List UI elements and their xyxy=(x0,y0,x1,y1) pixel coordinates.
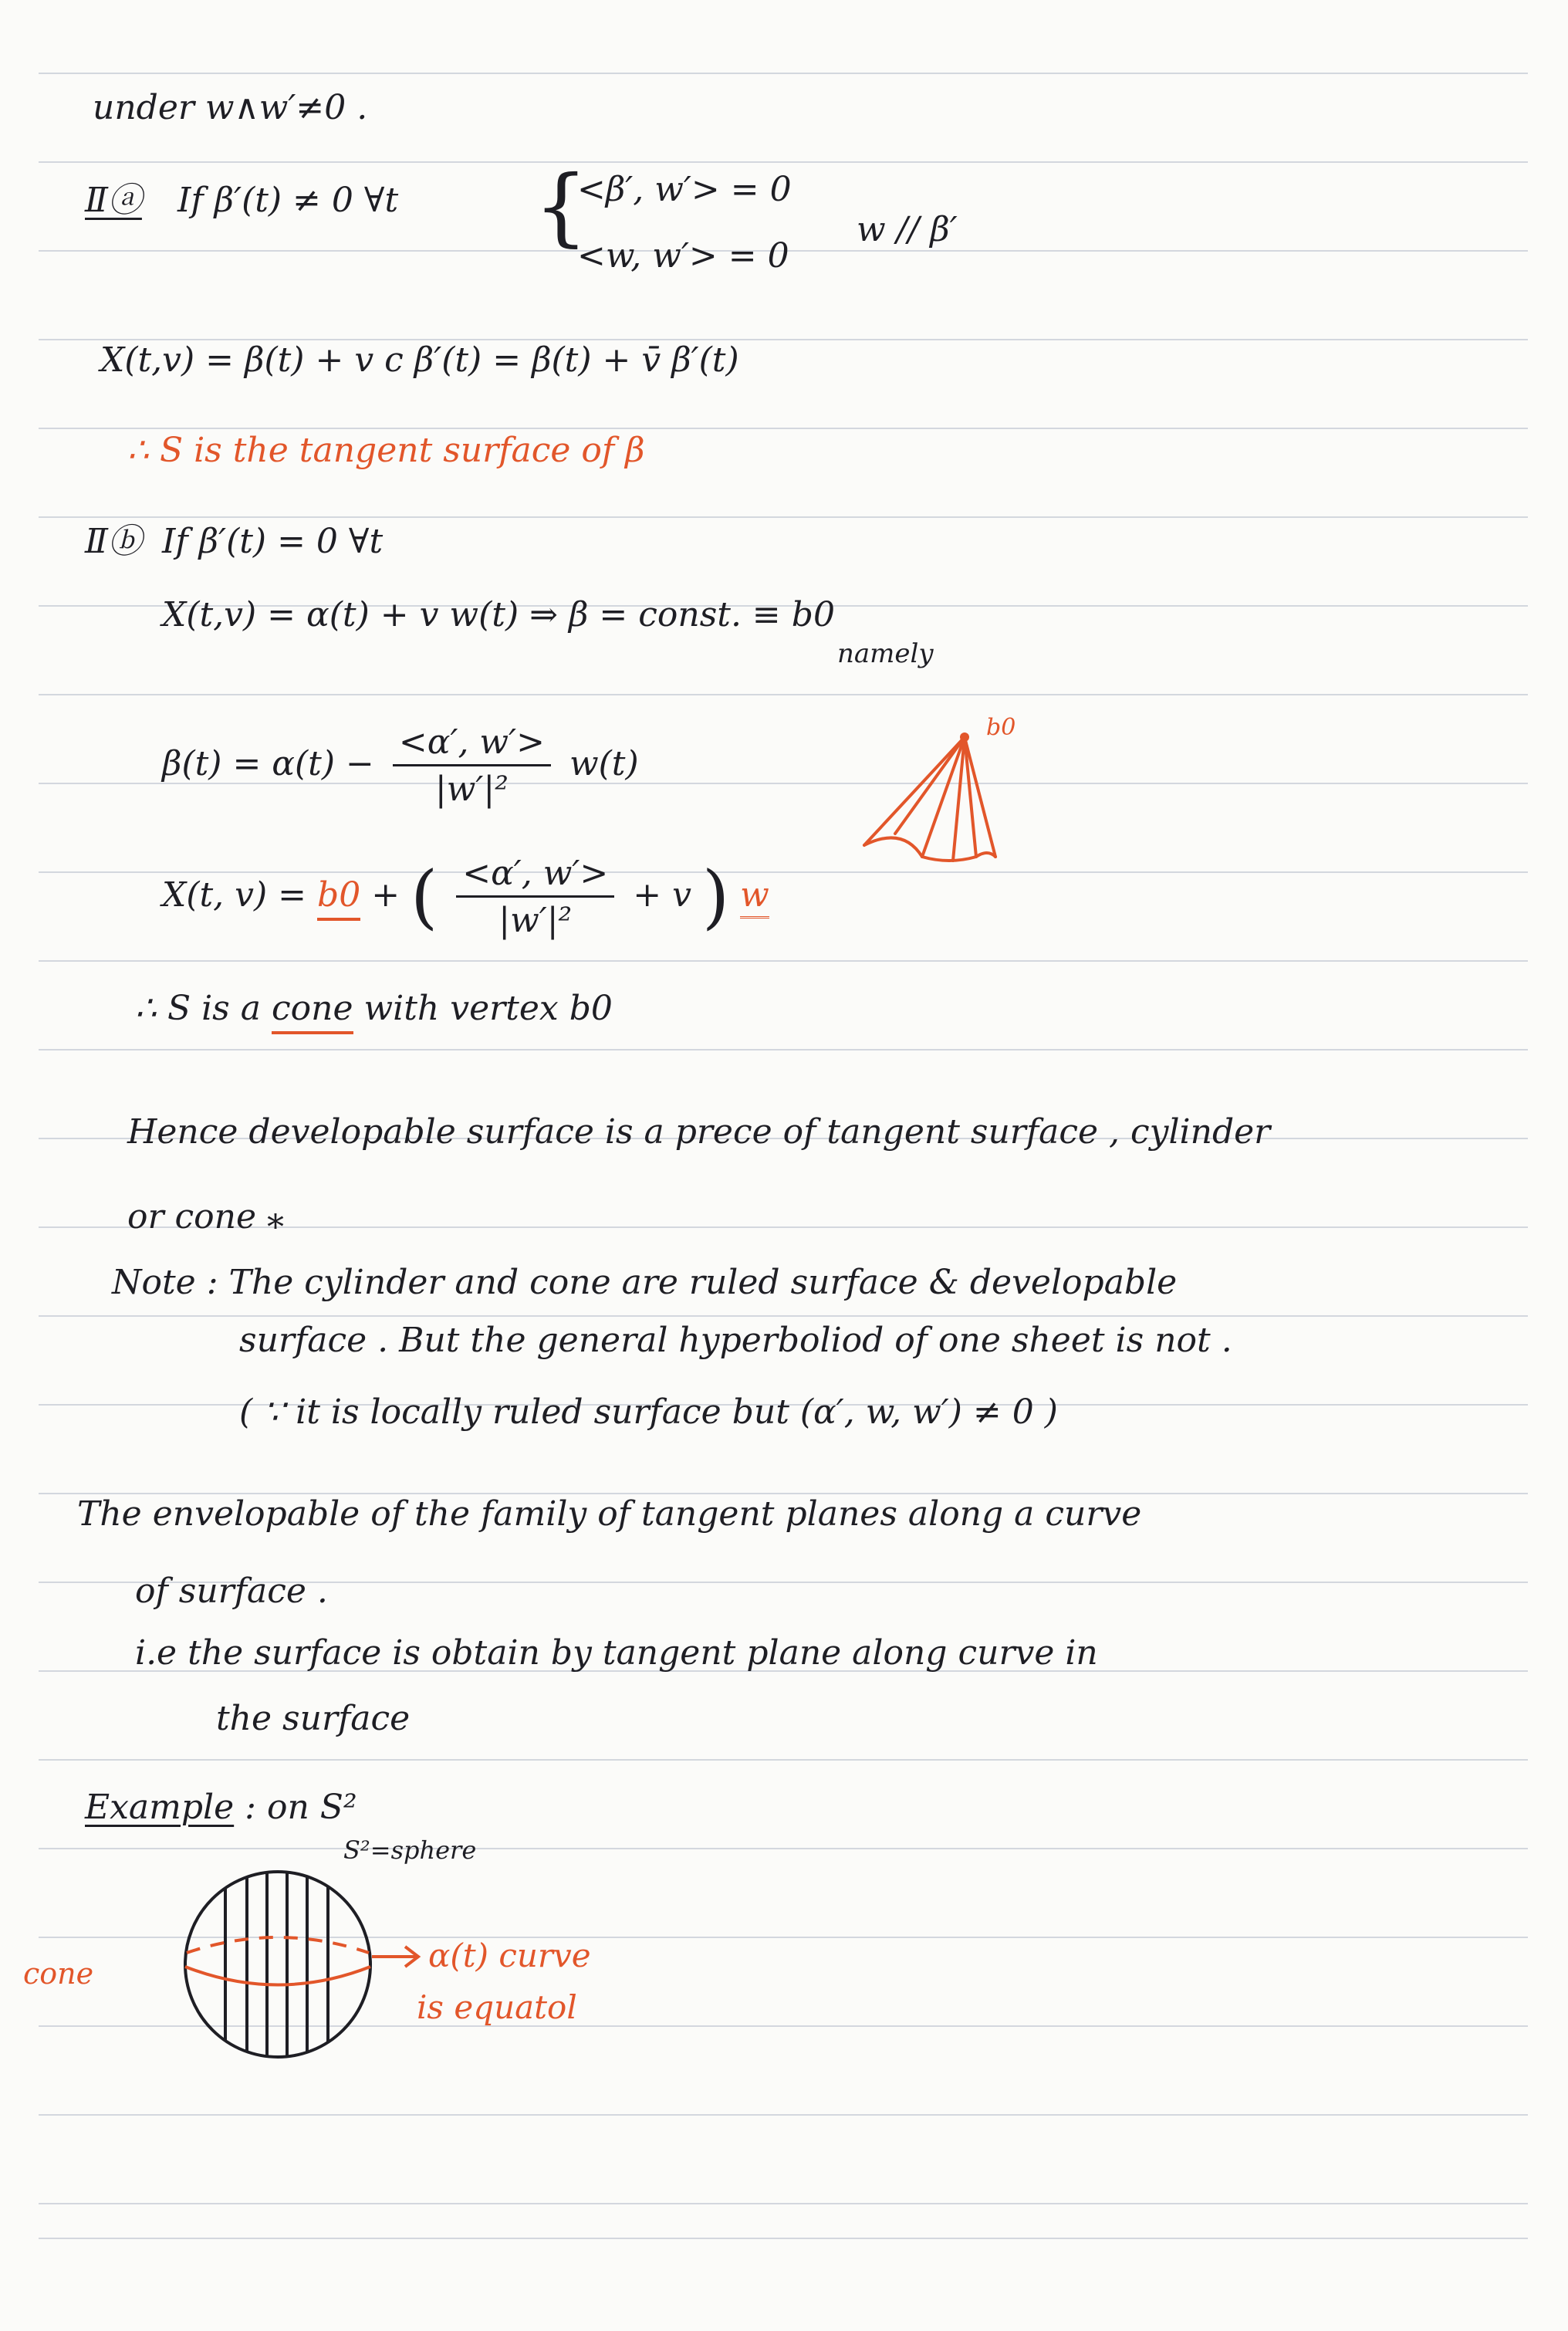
example-rest: : on S² xyxy=(245,1788,357,1827)
curve-label-1: α(t) curve xyxy=(428,1937,591,1974)
case-2b-condition: If β′(t) = 0 ∀t xyxy=(162,522,384,561)
summary-line-2: or cone ⁎ xyxy=(127,1197,285,1237)
envelope-line-3: i.e the surface is obtain by tangent plane along curve in xyxy=(135,1633,1098,1673)
beta-rhs: w(t) xyxy=(569,744,639,783)
cone-fraction xyxy=(456,854,614,940)
cone-frac-den: |w′|² xyxy=(456,895,614,938)
case-2a-condition: If β′(t) ≠ 0 ∀t xyxy=(177,181,399,220)
paren-close: ) xyxy=(701,856,730,938)
beta-fraction xyxy=(393,722,551,809)
example-label: Example xyxy=(85,1788,235,1827)
beta-frac-num: <α′, w′> xyxy=(398,722,545,762)
cone-lhs: X(t, v) = xyxy=(162,875,307,915)
conclusion-tangent-surface: ∴ S is the tangent surface of β xyxy=(127,431,645,470)
conclusion-cone-word: cone xyxy=(272,989,353,1034)
note-line-2: surface . But the general hyperboliod of one sheet is not . xyxy=(239,1321,1232,1360)
envelope-line-4: the surface xyxy=(216,1699,411,1738)
namely-note: namely xyxy=(837,638,934,669)
case-label-2a: Ⅱⓐ xyxy=(85,181,142,220)
cone-frac-num: <α′, w′> xyxy=(462,854,609,893)
beta-formula xyxy=(162,722,639,809)
vertex-label: b0 xyxy=(986,714,1016,741)
system-eq-2: <w, w′> = 0 xyxy=(577,236,789,276)
case-label-2b: Ⅱⓑ xyxy=(85,522,142,561)
cone-plus: + xyxy=(371,875,400,915)
example-heading xyxy=(85,1788,357,1827)
cone-plus-v: + v xyxy=(633,875,691,915)
param-eq-tangent: X(t,v) = β(t) + v c β′(t) = β(t) + v̄ β′(t) xyxy=(100,340,739,380)
sphere-label: S²=sphere xyxy=(343,1835,477,1865)
envelope-line-2: of surface . xyxy=(135,1571,328,1611)
conclusion-cone xyxy=(135,989,613,1028)
system-brace: { xyxy=(534,157,588,255)
summary-line-1: Hence developable surface is a prece of tangent surface , cylinder xyxy=(127,1112,1271,1152)
cone-b0: b0 xyxy=(317,875,360,921)
param-eq-const: X(t,v) = α(t) + v w(t) ⇒ β = const. ≡ b0 xyxy=(162,595,835,634)
beta-frac-den: |w′|² xyxy=(393,764,551,807)
conclusion-cone-a: ∴ S is a xyxy=(135,989,261,1028)
cone-sketch xyxy=(849,702,1049,888)
note-line-3: ( ∵ it is locally ruled surface but (α′, w, w′) ≠ 0 ) xyxy=(239,1392,1058,1432)
note-line-1: Note : The cylinder and cone are ruled surface & developable xyxy=(112,1263,1178,1302)
curve-label-2: is equatol xyxy=(417,1988,577,2026)
conclusion-cone-b: with vertex b0 xyxy=(363,989,613,1028)
cone-param-formula xyxy=(162,854,769,940)
envelope-line-1: The envelopable of the family of tangent planes along a curve xyxy=(77,1494,1142,1534)
parallel-note: w // β′ xyxy=(857,210,958,249)
beta-lhs: β(t) = α(t) − xyxy=(162,744,374,783)
cone-w: w xyxy=(740,875,769,919)
line-under-condition: under w∧w′≠0 . xyxy=(93,88,368,127)
sphere-sketch xyxy=(15,1829,664,2076)
system-eq-1: <β′, w′> = 0 xyxy=(577,170,792,209)
paren-open: ( xyxy=(411,856,438,938)
cone-side-label: cone xyxy=(23,1957,94,1991)
